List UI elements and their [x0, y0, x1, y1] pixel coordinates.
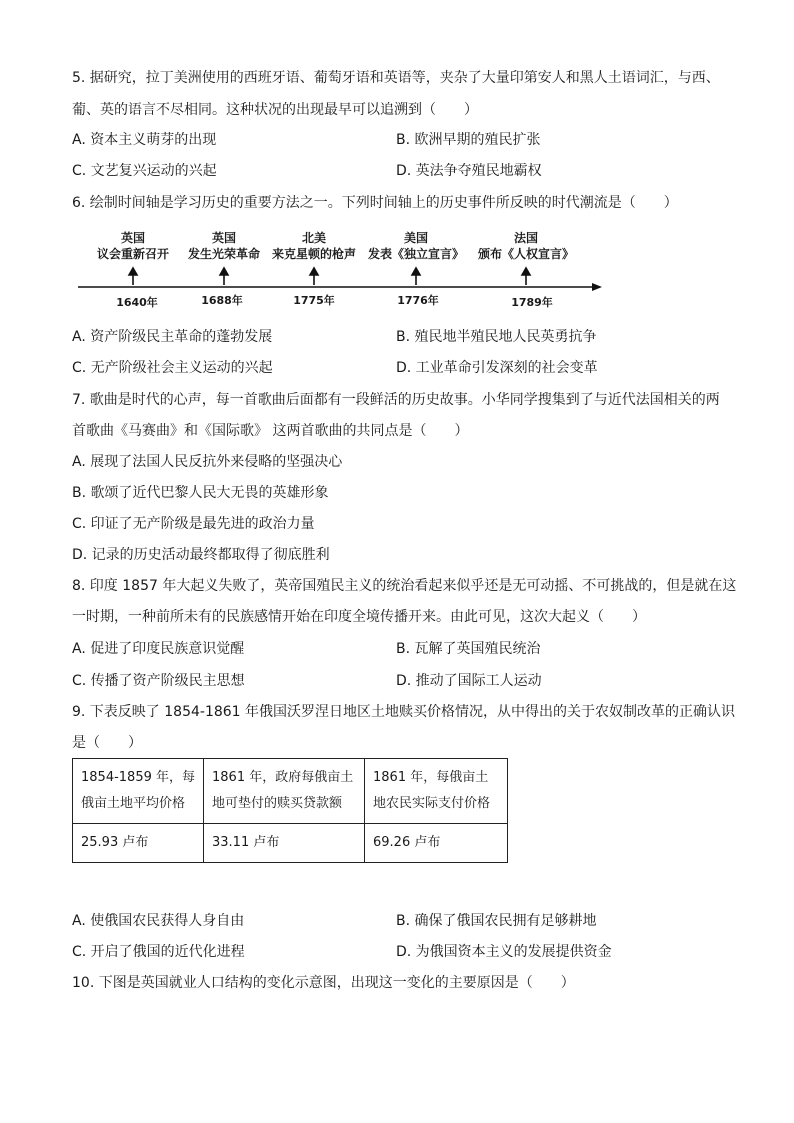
q7-stem-line2: 首歌曲《马赛曲》和《国际歌》 这两首歌曲的共同点是（ ）: [72, 423, 469, 439]
q9-option-b[interactable]: B. 确保了俄国农民拥有足够耕地: [396, 913, 597, 929]
q9-option-a[interactable]: A. 使俄国农民获得人身自由: [72, 913, 245, 929]
table-header-cell: 1861 年，每俄亩土 地农民实际支付价格: [365, 759, 508, 824]
timeline-event-4: 美国 发表《独立宣言》: [367, 231, 464, 261]
timeline-year-1: 1640年: [116, 296, 158, 309]
table-cell: 33.11 卢布: [204, 824, 365, 863]
timeline-year-2: 1688年: [201, 294, 243, 307]
q9-stem-line1: 9. 下表反映了 1854-1861 年俄国沃罗涅日地区土地赎买价格情况，从中得出的关于农奴制改革的正确认识: [72, 704, 736, 720]
timeline-event-1: 英国 议会重新召开: [96, 231, 169, 261]
q6-option-c[interactable]: C. 无产阶级社会主义运动的兴起: [72, 360, 273, 376]
q7-option-c[interactable]: C. 印证了无产阶级是最先进的政治力量: [72, 516, 315, 532]
timeline-year-3: 1775年: [293, 294, 335, 307]
table-cell: 69.26 卢布: [365, 824, 508, 863]
q5-option-c[interactable]: C. 文艺复兴运动的兴起: [72, 163, 217, 179]
table-cell: 25.93 卢布: [73, 824, 204, 863]
q5-option-b[interactable]: B. 欧洲早期的殖民扩张: [396, 132, 541, 148]
q6-option-d[interactable]: D. 工业革命引发深刻的社会变革: [396, 360, 598, 376]
q8-stem-line2: 一时期，一种前所未有的民族感情开始在印度全境传播开来。由此可见，这次大起义（ ）: [72, 609, 646, 625]
q8-option-d[interactable]: D. 推动了国际工人运动: [396, 673, 542, 689]
q9-price-table: [72, 758, 508, 863]
q7-option-a[interactable]: A. 展现了法国人民反抗外来侵略的坚强决心: [72, 454, 343, 470]
q6-stem: 6. 绘制时间轴是学习历史的重要方法之一。下列时间轴上的历史事件所反映的时代潮流是（ ）: [72, 195, 678, 211]
q6-option-b[interactable]: B. 殖民地半殖民地人民英勇抗争: [396, 329, 597, 345]
q7-option-d[interactable]: D. 记录的历史活动最终都取得了彻底胜利: [72, 547, 330, 563]
timeline-year-4: 1776年: [397, 294, 439, 307]
q9-option-d[interactable]: D. 为俄国资本主义的发展提供资金: [396, 944, 612, 960]
timeline-event-5: 法国 颁布《人权宣言》: [477, 231, 574, 261]
q8-stem-line1: 8. 印度 1857 年大起义失败了，英帝国殖民主义的统治看起来似乎还是无可动摇、不可挑战的，但是就在这: [72, 578, 737, 594]
q8-option-a[interactable]: A. 促进了印度民族意识觉醒: [72, 641, 245, 657]
q7-stem-line1: 7. 歌曲是时代的心声，每一首歌曲后面都有一段鲜活的历史故事。小华同学搜集到了与近代法国相关的两: [72, 392, 720, 408]
q7-option-b[interactable]: B. 歌颂了近代巴黎人民大无畏的英雄形象: [72, 485, 329, 501]
table-header-cell: 1854-1859 年，每 俄亩土地平均价格: [73, 759, 204, 824]
q6-timeline: [72, 226, 612, 316]
timeline-year-5: 1789年: [511, 296, 553, 309]
q5-option-d[interactable]: D. 英法争夺殖民地霸权: [396, 163, 542, 179]
table-header-cell: 1861 年，政府每俄亩土 地可垫付的赎买贷款额: [204, 759, 365, 824]
q5-stem-line1: 5. 据研究，拉丁美洲使用的西班牙语、葡萄牙语和英语等，夹杂了大量印第安人和黑人土语词汇，与西、: [72, 70, 720, 86]
timeline-event-3: 北美 来克星顿的枪声: [271, 231, 356, 261]
q8-option-b[interactable]: B. 瓦解了英国殖民统治: [396, 641, 541, 657]
table-header-row: [73, 759, 508, 824]
q6-option-a[interactable]: A. 资产阶级民主革命的蓬勃发展: [72, 329, 273, 345]
q10-stem: 10. 下图是英国就业人口结构的变化示意图，出现这一变化的主要原因是（ ）: [72, 975, 575, 991]
q5-stem-line2: 葡、英的语言不尽相同。这种状况的出现最早可以追溯到（ ）: [72, 102, 478, 118]
q5-option-a[interactable]: A. 资本主义萌芽的出现: [72, 132, 217, 148]
q9-stem-line2: 是（ ）: [72, 735, 142, 751]
q9-option-c[interactable]: C. 开启了俄国的近代化进程: [72, 944, 245, 960]
table-row: [73, 824, 508, 863]
timeline-event-2: 英国 发生光荣革命: [187, 231, 260, 261]
q8-option-c[interactable]: C. 传播了资产阶级民主思想: [72, 673, 245, 689]
